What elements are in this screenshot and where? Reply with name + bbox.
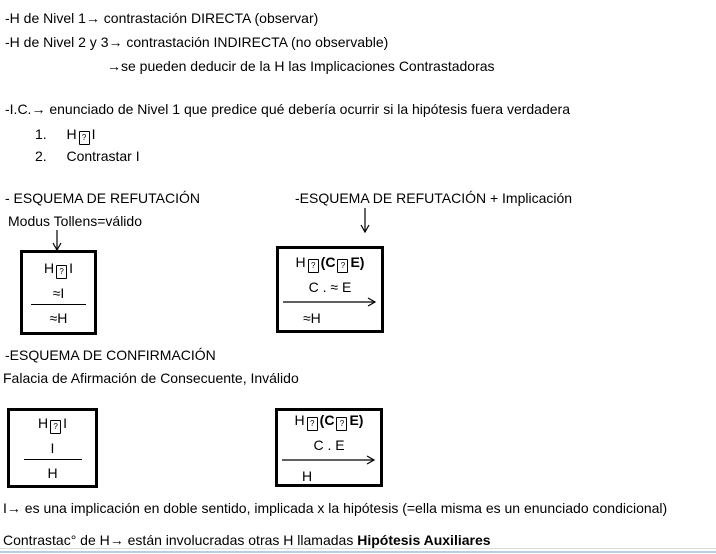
- ic-item1-pre: H: [66, 126, 77, 142]
- missing-glyph-icon: ?: [308, 259, 319, 273]
- refutation-heading-right: -ESQUEMA DE REFUTACIÓN + Implicación: [295, 190, 573, 206]
- auxiliary-hypotheses-label: Hipótesis Auxiliares: [357, 532, 491, 548]
- missing-glyph-icon: ?: [307, 417, 318, 431]
- ic-definition: -I.C.→ enunciado de Nivel 1 que predice qué debería ocurrir si la hipótesis fuera verdadera: [5, 101, 570, 117]
- box-conclusion: H: [302, 467, 313, 484]
- box-minor-premise: C . E: [313, 436, 345, 453]
- box-premise: H ? (C ? E): [296, 254, 365, 273]
- confirmation-simple-box: [7, 408, 98, 488]
- list-number: 2.: [35, 148, 47, 164]
- inference-line: [24, 459, 82, 460]
- refutation-implication-box: [276, 246, 384, 333]
- box-premise: H ? I: [38, 415, 67, 434]
- fallacy-label: Falacia de Afirmación de Consecuente, Inválido: [3, 370, 299, 386]
- ic-list-item-1: [35, 126, 95, 145]
- missing-glyph-icon: ?: [79, 131, 90, 145]
- missing-glyph-icon: ?: [337, 259, 348, 273]
- missing-glyph-icon: ?: [50, 420, 61, 434]
- ic-item1-post: I: [91, 126, 96, 142]
- box-conclusion: ≈H: [49, 309, 68, 326]
- down-arrow-icon: [50, 230, 64, 251]
- bottom-divider-blue: [0, 551, 716, 553]
- box-minor-premise: C . ≈ E: [308, 278, 352, 295]
- refutation-heading-left: - ESQUEMA DE REFUTACIÓN: [5, 190, 200, 206]
- footer-line-1: I→ es una implicación en doble sentido, implicada x la hipótesis (=ella misma es un enunciado condicional): [3, 500, 668, 516]
- missing-glyph-icon: ?: [56, 265, 67, 279]
- confirmation-implication-box: [275, 408, 383, 487]
- box-conclusion: H: [47, 465, 58, 481]
- box-minor-premise: I: [50, 440, 55, 456]
- box-premise: H ? (C ? E): [295, 412, 364, 431]
- ic-list-item-2: [35, 148, 140, 164]
- intro-line-1: -H de Nivel 1→ contrastación DIRECTA (observar): [5, 10, 319, 26]
- ic-item2-text: Contrastar I: [66, 148, 140, 164]
- inference-line: [31, 304, 86, 305]
- bottom-divider-gray: [0, 548, 716, 549]
- modus-tollens-label: Modus Tollens=válido: [8, 213, 142, 229]
- down-arrow-icon: [358, 208, 372, 233]
- box-premise: H ? I: [44, 260, 73, 279]
- confirmation-heading: -ESQUEMA DE CONFIRMACIÓN: [5, 347, 216, 363]
- right-arrow-icon: [283, 297, 377, 307]
- right-arrow-icon: [282, 455, 376, 465]
- intro-line-2: -H de Nivel 2 y 3→ contrastación INDIRECTA (no observable): [5, 34, 389, 50]
- box-minor-premise: ≈I: [52, 284, 65, 301]
- refutation-simple-box: [20, 250, 97, 335]
- intro-line-3: →se pueden deducir de la H las Implicaciones Contrastadoras: [107, 58, 495, 74]
- box-conclusion: ≈H: [303, 309, 321, 326]
- missing-glyph-icon: ?: [336, 417, 347, 431]
- footer-line-2: Contrastac° de H→ están involucradas otras H llamadas Hipótesis Auxiliares: [3, 532, 491, 548]
- list-number: 1.: [35, 126, 47, 142]
